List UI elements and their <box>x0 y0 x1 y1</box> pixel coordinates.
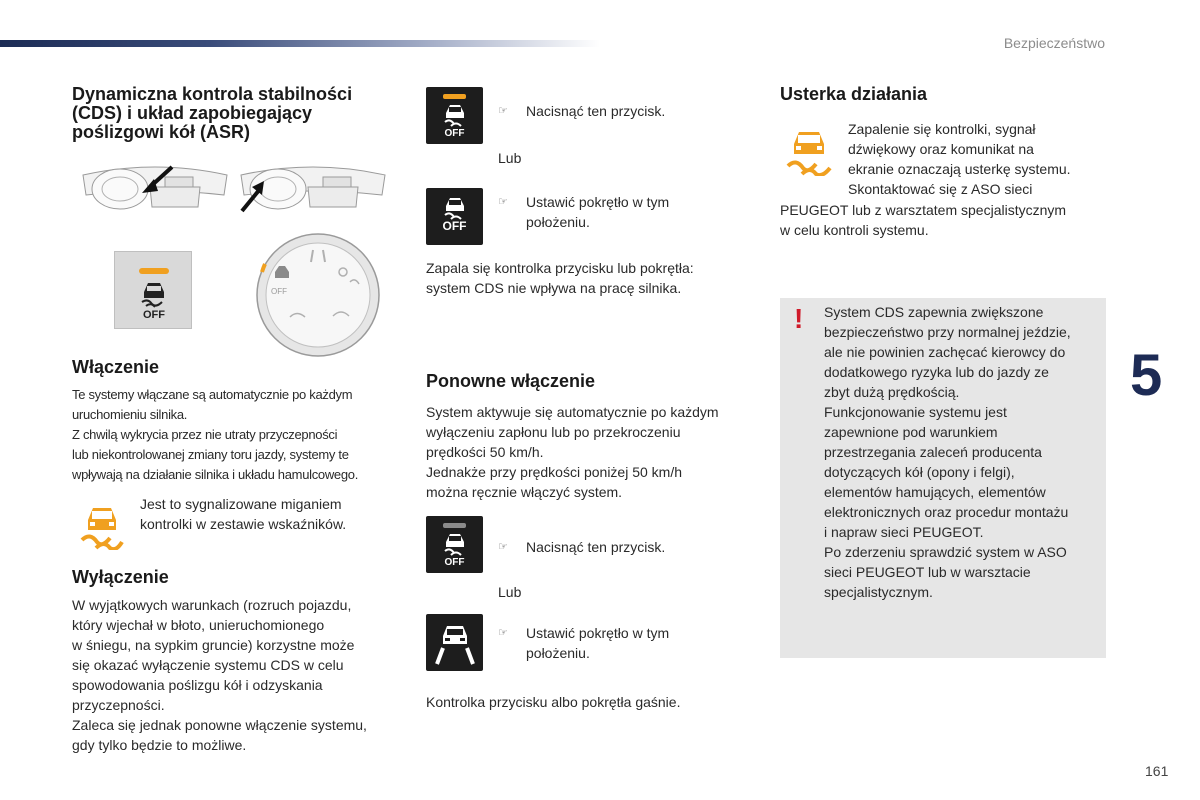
text-line: w śniegu, na sypkim gruncie) korzystne może <box>72 637 355 653</box>
reenable-paragraph <box>426 402 761 502</box>
text-line: który wjechał w błoto, unieruchomionego <box>72 617 325 633</box>
road-car-icon <box>432 620 478 666</box>
warning-box <box>780 298 1106 658</box>
title-line: (CDS) i układ zapobiegający <box>72 103 313 123</box>
text-line: Zapalenie się kontrolki, sygnał <box>848 121 1036 137</box>
cds-button-closeup <box>114 251 192 329</box>
text-line: system CDS nie wpływa na pracę silnika. <box>426 280 682 296</box>
text-line: elektronicznych oraz procedur montażu <box>824 504 1069 520</box>
text-line: Z chwilą wykrycia przez nie utraty przyczepności <box>72 427 338 442</box>
text-line: System aktywuje się automatycznie po każdym <box>426 404 719 420</box>
disable-paragraph <box>72 595 407 755</box>
text-line: prędkości 50 km/h. <box>426 444 544 460</box>
off-label: OFF <box>444 557 465 568</box>
title-line: Dynamiczna kontrola stabilności <box>72 84 353 104</box>
text-line: w celu kontroli systemu. <box>780 222 929 238</box>
dashboard-illustration-button <box>80 157 230 215</box>
traction-dial-illustration <box>255 232 381 358</box>
text-line: Jednakże przy prędkości poniżej 50 km/h <box>426 464 683 480</box>
pointer-icon: ☞ <box>498 627 508 639</box>
skid-car-icon <box>442 103 468 127</box>
text-line: gdy tylko będzie to możliwe. <box>72 737 247 753</box>
text-line: wpływają na działanie silnika i układu hamulcowego. <box>72 467 359 482</box>
pointer-icon: ☞ <box>498 541 508 553</box>
disable-result-text <box>426 258 756 298</box>
text-line: W wyjątkowych warunkach (rozruch pojazdu, <box>72 597 352 613</box>
text-line: dźwiękowy oraz komunikat na <box>848 141 1034 157</box>
text-line: System CDS zapewnia zwiększone <box>824 304 1044 320</box>
text-line: elementów hamujących, elementów <box>824 484 1046 500</box>
text-line: PEUGEOT lub z warsztatem specjalistycznym <box>780 202 1067 218</box>
text-line: przestrzegania zaleceń producenta <box>824 444 1042 460</box>
enable-heading: Włączenie <box>72 357 160 377</box>
indicator-light <box>139 268 169 274</box>
enable-paragraph <box>72 385 402 485</box>
text-line: ekranie oznaczają usterkę systemu. <box>848 161 1071 177</box>
text-line: wyłączeniu zapłonu lub po przekroczeniu <box>426 424 681 440</box>
title-line: poślizgowi kół (ASR) <box>72 122 250 142</box>
page-number: 161 <box>1145 763 1169 779</box>
text-line: zapewnione pod warunkiem <box>824 424 998 440</box>
text-line: Zaleca się jednak ponowne włączenie systemu, <box>72 717 367 733</box>
text-line: Te systemy włączane są automatycznie po każdym <box>72 387 353 402</box>
text-line: Ustawić pokrętło w tym <box>526 625 670 641</box>
text-line: przyczepności. <box>72 697 165 713</box>
disable-heading: Wyłączenie <box>72 567 169 587</box>
skid-car-icon <box>442 196 468 220</box>
dial-normal-position-icon <box>426 614 483 671</box>
text-line: kontrolki w zestawie wskaźników. <box>140 516 347 532</box>
text-line: sieci PEUGEOT lub w warsztacie <box>824 564 1031 580</box>
text-line: dotyczących kół (opony i felgi), <box>824 464 1015 480</box>
text-line: położeniu. <box>526 214 590 230</box>
text-line: zbyt dużą prędkością. <box>824 384 960 400</box>
pointer-icon: ☞ <box>498 196 508 208</box>
cds-off-button-lit <box>426 87 483 144</box>
fault-heading: Usterka działania <box>780 84 928 104</box>
skid-car-icon <box>139 280 169 308</box>
text-line: i napraw sieci PEUGEOT. <box>824 524 984 540</box>
indicator-light <box>443 94 466 99</box>
button-off-label: OFF <box>143 309 165 321</box>
fault-paragraph <box>780 200 1110 240</box>
indicator-light <box>443 523 466 528</box>
section-title: Bezpieczeństwo <box>1003 35 1105 51</box>
text-line: Ustawić pokrętło w tym <box>526 194 670 210</box>
dial-off-position-icon <box>426 188 483 245</box>
reenable-heading: Ponowne włączenie <box>426 371 596 391</box>
text-line: się okazać wyłączenie systemu CDS w celu <box>72 657 344 673</box>
fault-icon-text <box>848 119 1108 199</box>
warning-exclamation-icon: ! <box>794 303 804 334</box>
text-line: bezpieczeństwo przy normalnej jeździe, <box>824 324 1071 340</box>
svg-text:OFF: OFF <box>271 287 287 296</box>
chapter-number: 5 <box>1130 343 1163 408</box>
dashboard-illustration-dial <box>238 157 388 215</box>
skid-warning-icon <box>80 502 124 550</box>
warning-text <box>824 302 1104 602</box>
text-line: można ręcznie włączyć system. <box>426 484 623 500</box>
text-line: Funkcjonowanie systemu jest <box>824 404 1007 420</box>
page-title <box>72 85 402 142</box>
text-line: Zapala się kontrolka przycisku lub pokrętła: <box>426 260 694 276</box>
text-line: dodatkowego ryzyka lub do jazdy ze <box>824 364 1049 380</box>
text-line: uruchomieniu silnika. <box>72 407 188 422</box>
text-line: lub niekontrolowanej zmiany toru jazdy, systemy te <box>72 447 349 462</box>
reenable-result-text: Kontrolka przycisku albo pokrętła gaśnie. <box>426 694 681 710</box>
text-line: Jest to sygnalizowane miganiem <box>140 496 342 512</box>
header-gradient-bar <box>0 40 600 47</box>
off-label: OFF <box>444 128 465 139</box>
text-line: ale nie powinien zachęcać kierowcy do <box>824 344 1066 360</box>
off-label: OFF <box>442 219 467 233</box>
text-line: specjalistycznym. <box>824 584 933 600</box>
skid-warning-icon <box>786 126 832 176</box>
text-line: spowodowania poślizgu kół i odzyskania <box>72 677 323 693</box>
enable-signal-text <box>140 494 400 534</box>
pointer-icon: ☞ <box>498 105 508 117</box>
cds-off-button-unlit <box>426 516 483 573</box>
or-label: Lub <box>498 584 522 600</box>
skid-car-icon <box>442 532 468 556</box>
text-line: Po zderzeniu sprawdzić system w ASO <box>824 544 1067 560</box>
text-line: Skontaktować się z ASO sieci <box>848 181 1033 197</box>
or-label: Lub <box>498 150 522 166</box>
text-line: położeniu. <box>526 645 590 661</box>
